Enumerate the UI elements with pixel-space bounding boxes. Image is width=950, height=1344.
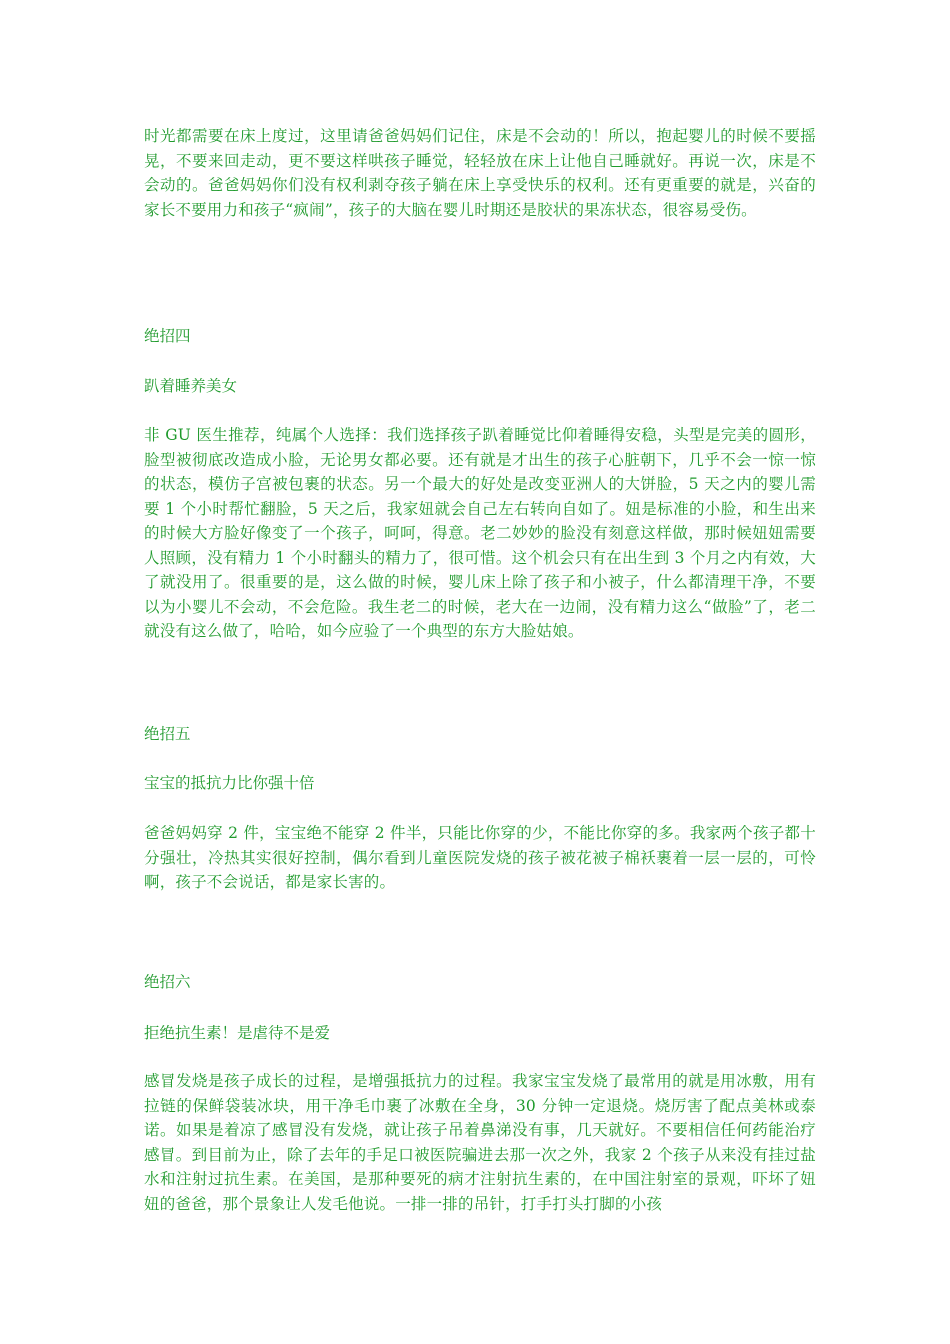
section-number-4: 绝招四 bbox=[144, 327, 191, 345]
section-body-6: 感冒发烧是孩子成长的过程，是增强抵抗力的过程。我家宝宝发烧了最常用的就是用冰敷，用有拉链的保鲜袋装冰块，用干净毛巾裹了冰敷在全身，30 分钟一定退烧。烧厉害了配点美林或泰诺。如果是着凉了感冒没有发烧，就让孩子吊着鼻涕没有事，几天就好。不要相信任何药能治疗感冒。到目前为止，除了去年的手足口被医院骗进去那一次之外，我家 2 个孩子从来没有挂过盐水和注射过抗生素。在美国，是那种要死的病才注射抗生素的，在中国注射室的景观，吓坏了妞妞的爸爸，那个景象让人发毛他说。一排一排的吊针，打手打头打脚的小孩 bbox=[144, 1072, 816, 1213]
section-number-6: 绝招六 bbox=[144, 973, 191, 991]
section-number-5: 绝招五 bbox=[144, 725, 191, 743]
section-body-5: 爸爸妈妈穿 2 件，宝宝绝不能穿 2 件半，只能比你穿的少，不能比你穿的多。我家两个孩子都十分强壮，冷热其实很好控制，偶尔看到儿童医院发烧的孩子被花被子棉袄裹着一层一层的，可怜啊，孩子不会说话，都是家长害的。 bbox=[144, 824, 816, 891]
section-title-5: 宝宝的抵抗力比你强十倍 bbox=[144, 774, 315, 792]
intro-paragraph: 时光都需要在床上度过，这里请爸爸妈妈们记住，床是不会动的！所以，抱起婴儿的时候不要摇晃，不要来回走动，更不要这样哄孩子睡觉，轻轻放在床上让他自己睡就好。再说一次，床是不会动的。爸爸妈妈你们没有权利剥夺孩子躺在床上享受快乐的权利。还有更重要的就是，兴奋的家长不要用力和孩子“疯闹”，孩子的大脑在婴儿时期还是胶状的果冻状态，很容易受伤。 bbox=[144, 127, 816, 219]
section-title-4: 趴着睡养美女 bbox=[144, 377, 238, 395]
section-title-6: 拒绝抗生素！是虐待不是爱 bbox=[144, 1024, 331, 1042]
section-body-4: 非 GU 医生推荐，纯属个人选择：我们选择孩子趴着睡觉比仰着睡得安稳，头型是完美的圆形，脸型被彻底改造成小脸，无论男女都必要。还有就是才出生的孩子心脏朝下，几乎不会一惊一惊的状态，模仿子宫被包裹的状态。另一个最大的好处是改变亚洲人的大饼脸，5 天之内的婴儿需要 1 个小时帮忙翻脸，5 天之后，我家妞就会自己左右转向自如了。妞是标准的小脸，和生出来的时候大方脸好像变了一个孩子，呵呵，得意。老二妙妙的脸没有刻意这样做，那时候妞妞需要人照顾，没有精力 1 个小时翻头的精力了，很可惜。这个机会只有在出生到 3 个月之内有效，大了就没用了。很重要的是，这么做的时候，婴儿床上除了孩子和小被子，什么都清理干净，不要以为小婴儿不会动，不会危险。我生老二的时候，老大在一边闹，没有精力这么“做脸”了，老二就没有这么做了，哈哈，如今应验了一个典型的东方大脸姑娘。 bbox=[144, 426, 816, 640]
